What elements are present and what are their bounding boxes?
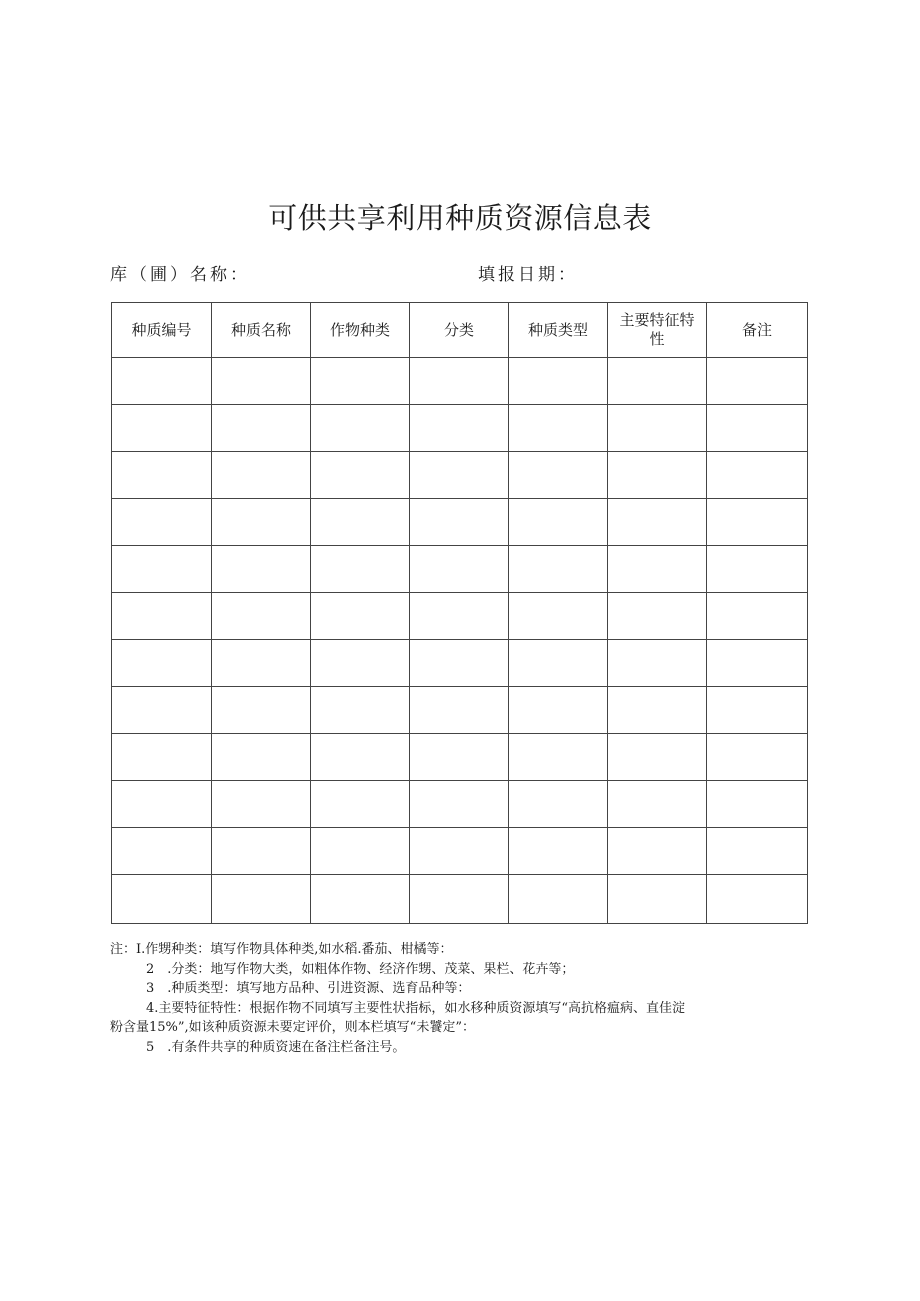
table-cell[interactable]	[509, 546, 608, 593]
table-cell[interactable]	[311, 452, 410, 499]
table-cell[interactable]	[410, 687, 509, 734]
table-cell[interactable]	[311, 781, 410, 828]
table-cell[interactable]	[410, 640, 509, 687]
table-cell[interactable]	[311, 499, 410, 546]
page-title: 可供共享利用种质资源信息表	[268, 201, 652, 235]
table-cell[interactable]	[509, 499, 608, 546]
table-cell[interactable]	[212, 593, 311, 640]
note-4: 4.主要特征特性：根据作物不同填写主要性状指标，如水移种质资源填写“高抗格瘟病、直佳淀	[146, 1000, 686, 1016]
note-3: 3 .种质类型：填写地方品种、引进资源、选育品种等：	[146, 981, 471, 996]
table-cell[interactable]	[707, 687, 808, 734]
header-crop-type: 作物种类	[311, 303, 410, 358]
table-cell[interactable]	[112, 687, 212, 734]
table-cell[interactable]	[707, 640, 808, 687]
table-cell[interactable]	[311, 640, 410, 687]
table-cell[interactable]	[608, 734, 707, 781]
table-cell[interactable]	[707, 452, 808, 499]
table-cell[interactable]	[311, 734, 410, 781]
table-cell[interactable]	[112, 358, 212, 405]
table-row	[112, 405, 808, 452]
table-row	[112, 687, 808, 734]
table-cell[interactable]	[509, 875, 608, 924]
table-cell[interactable]	[112, 546, 212, 593]
table-cell[interactable]	[410, 734, 509, 781]
header-category: 分类	[410, 303, 509, 358]
table-row	[112, 546, 808, 593]
table-cell[interactable]	[311, 875, 410, 924]
table-cell[interactable]	[608, 687, 707, 734]
header-germplasm-id: 种质编号	[112, 303, 212, 358]
table-cell[interactable]	[707, 358, 808, 405]
table-row	[112, 781, 808, 828]
table-cell[interactable]	[212, 875, 311, 924]
table-cell[interactable]	[707, 828, 808, 875]
table-cell[interactable]	[509, 781, 608, 828]
table-cell[interactable]	[212, 405, 311, 452]
table-cell[interactable]	[212, 828, 311, 875]
table-cell[interactable]	[509, 828, 608, 875]
table-cell[interactable]	[212, 358, 311, 405]
table-row	[112, 640, 808, 687]
note-2: 2 .分类：地写作物大类，如粗体作物、经济作甥、茂菜、果栏、花卉等；	[146, 961, 575, 977]
table-cell[interactable]	[212, 546, 311, 593]
table-cell[interactable]	[311, 358, 410, 405]
header-germplasm-type: 种质类型	[509, 303, 608, 358]
header-germplasm-name: 种质名称	[212, 303, 311, 358]
table-cell[interactable]	[509, 640, 608, 687]
table-cell[interactable]	[212, 781, 311, 828]
table-cell[interactable]	[112, 499, 212, 546]
library-name-label: 库（圃）名称：	[110, 265, 250, 285]
table-cell[interactable]	[707, 875, 808, 924]
header-main-traits: 主要特征特性	[608, 303, 707, 358]
table-cell[interactable]	[608, 875, 707, 924]
table-cell[interactable]	[311, 546, 410, 593]
table-row	[112, 452, 808, 499]
table-cell[interactable]	[212, 499, 311, 546]
header-remarks: 备注	[707, 303, 808, 358]
table-cell[interactable]	[112, 452, 212, 499]
table-cell[interactable]	[608, 358, 707, 405]
table-cell[interactable]	[410, 452, 509, 499]
table-cell[interactable]	[311, 405, 410, 452]
table-cell[interactable]	[509, 452, 608, 499]
table-row	[112, 358, 808, 405]
table-row	[112, 734, 808, 781]
table-header-row	[112, 303, 808, 358]
table-cell[interactable]	[608, 781, 707, 828]
table-cell[interactable]	[509, 593, 608, 640]
table-cell[interactable]	[410, 546, 509, 593]
table-cell[interactable]	[410, 593, 509, 640]
table-cell[interactable]	[707, 546, 808, 593]
note-5: 5 .有条件共享的种质资速在备注栏备注号。	[146, 1039, 406, 1055]
table-cell[interactable]	[608, 593, 707, 640]
table-cell[interactable]	[212, 734, 311, 781]
table-cell[interactable]	[509, 405, 608, 452]
table-cell[interactable]	[410, 828, 509, 875]
table-cell[interactable]	[509, 358, 608, 405]
table-cell[interactable]	[707, 499, 808, 546]
table-cell[interactable]	[608, 405, 707, 452]
table-cell[interactable]	[112, 593, 212, 640]
note-1: 注：I.作甥种类：填写作物具体种类,如水稻.番茄、柑橘等：	[110, 942, 453, 957]
table-cell[interactable]	[608, 499, 707, 546]
table-cell[interactable]	[707, 405, 808, 452]
table-cell[interactable]	[212, 452, 311, 499]
table-cell[interactable]	[112, 640, 212, 687]
table-cell[interactable]	[608, 546, 707, 593]
table-cell[interactable]	[212, 640, 311, 687]
table-cell[interactable]	[707, 734, 808, 781]
table-cell[interactable]	[707, 781, 808, 828]
germplasm-info-table	[111, 302, 808, 924]
fill-date-label: 填报日期：	[478, 265, 578, 285]
table-cell[interactable]	[112, 875, 212, 924]
notes-section	[110, 940, 810, 1057]
table-cell[interactable]	[112, 828, 212, 875]
table-cell[interactable]	[608, 452, 707, 499]
table-row	[112, 875, 808, 924]
table-cell[interactable]	[509, 687, 608, 734]
table-cell[interactable]	[707, 593, 808, 640]
table-row	[112, 499, 808, 546]
table-cell[interactable]	[410, 875, 509, 924]
table-cell[interactable]	[410, 405, 509, 452]
table-cell[interactable]	[311, 593, 410, 640]
table-body	[112, 358, 808, 924]
table-cell[interactable]	[410, 499, 509, 546]
table-cell[interactable]	[311, 687, 410, 734]
table-cell[interactable]	[112, 734, 212, 781]
table-cell[interactable]	[608, 828, 707, 875]
table-cell[interactable]	[311, 828, 410, 875]
table-cell[interactable]	[112, 405, 212, 452]
table-cell[interactable]	[608, 640, 707, 687]
table-cell[interactable]	[112, 781, 212, 828]
table-cell[interactable]	[410, 358, 509, 405]
table-row	[112, 828, 808, 875]
table-cell[interactable]	[509, 734, 608, 781]
note-4-continued: 粉含量15%”,如该种质资源未要定评价，则本栏填写“未饕定”：	[110, 1020, 475, 1035]
table-cell[interactable]	[410, 781, 509, 828]
table-row	[112, 593, 808, 640]
table-cell[interactable]	[212, 687, 311, 734]
